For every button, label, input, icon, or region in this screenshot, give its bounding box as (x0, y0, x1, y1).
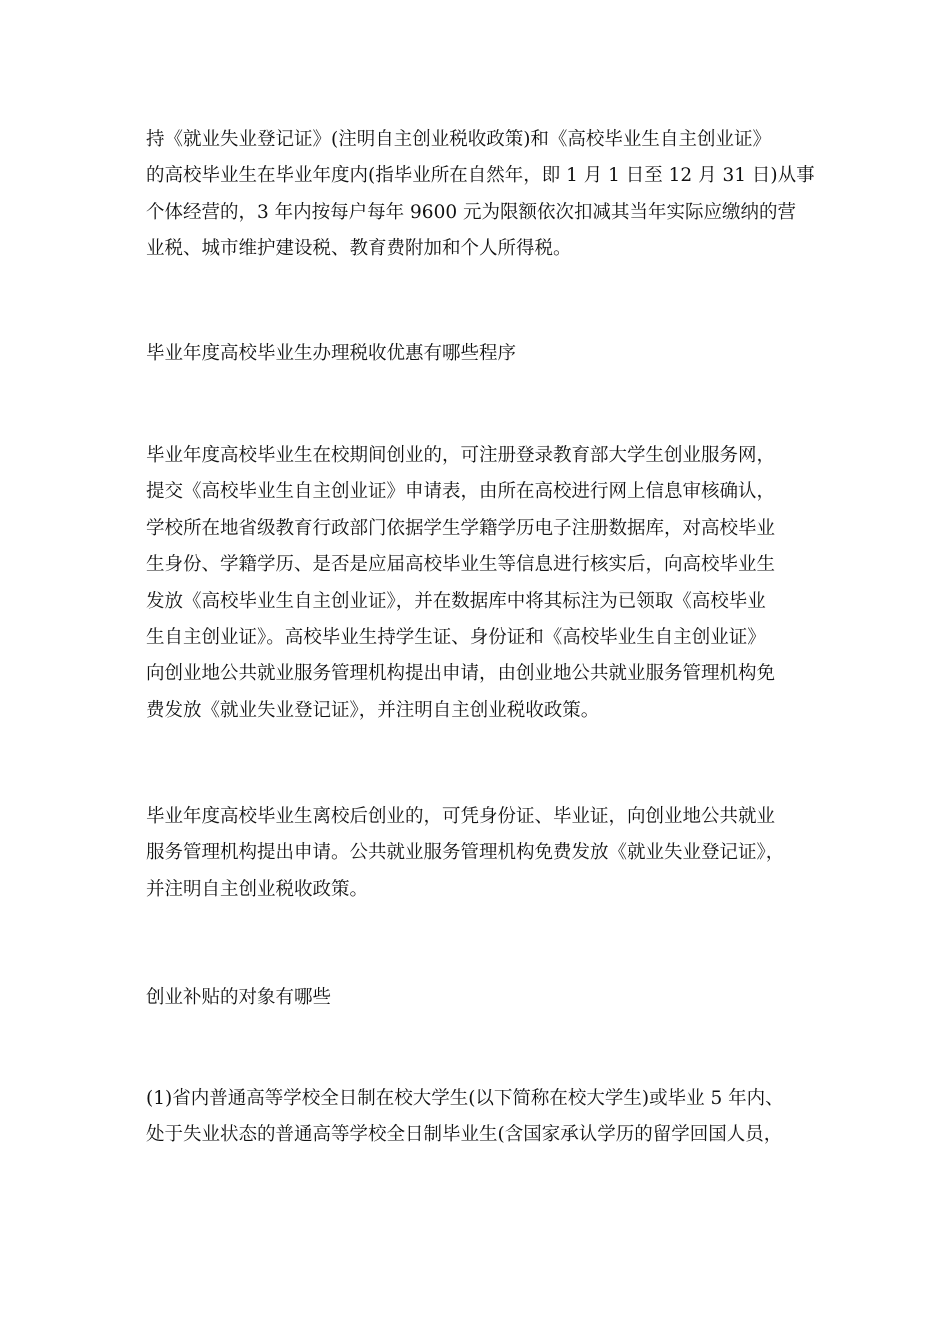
section-heading-subsidy-targets: 创业补贴的对象有哪些 (146, 987, 332, 1008)
paragraph-line: 处于失业状态的普通高等学校全日制毕业生(含国家承认学历的留学回国人员， (146, 1124, 783, 1146)
section-heading-procedures: 毕业年度高校毕业生办理税收优惠有哪些程序 (146, 343, 517, 364)
paragraph-after-graduation-startup (146, 799, 810, 908)
paragraph-line: 生身份、学籍学历、是否是应届高校毕业生等信息进行核实后，向高校毕业生 (146, 554, 776, 576)
paragraph-line: 费发放《就业失业登记证》，并注明自主创业税收政策。 (146, 699, 600, 721)
paragraph-subsidy-item-1 (146, 1081, 810, 1154)
paragraph-line: 发放《高校毕业生自主创业证》，并在数据库中将其标注为已领取《高校毕业 (146, 590, 766, 612)
paragraph-tax-reduction (146, 122, 815, 268)
paragraph-line: 提交《高校毕业生自主创业证》申请表，由所在高校进行网上信息审核确认， (146, 481, 776, 503)
paragraph-line: 毕业年度高校毕业生在校期间创业的，可注册登录教育部大学生创业服务网， (146, 445, 776, 466)
paragraph-line: 服务管理机构提出申请。公共就业服务管理机构免费发放《就业失业登记证》， (146, 842, 785, 864)
paragraph-line: 毕业年度高校毕业生离校后创业的，可凭身份证、毕业证，向创业地公共就业 (146, 806, 776, 827)
paragraph-line: 个体经营的，3 年内按每户每年 9600 元为限额依次扣减其当年实际应缴纳的营 (146, 201, 796, 223)
paragraph-line: 向创业地公共就业服务管理机构提出申请，由创业地公共就业服务管理机构免 (146, 663, 776, 685)
paragraph-line: 生自主创业证》。高校毕业生持学生证、身份证和《高校毕业生自主创业证》 (146, 626, 766, 648)
paragraph-line: 的高校毕业生在毕业年度内(指毕业所在自然年，即 1 月 1 日至 12 月 31 日)从事 (146, 165, 815, 187)
paragraph-line: 并注明自主创业税收政策。 (146, 878, 369, 900)
paragraph-line: 持《就业失业登记证》(注明自主创业税收政策)和《高校毕业生自主创业证》 (146, 129, 771, 150)
paragraph-line: 学校所在地省级教育行政部门依据学生学籍学历电子注册数据库，对高校毕业 (146, 517, 776, 539)
paragraph-line: (1)省内普通高等学校全日制在校大学生(以下简称在校大学生)或毕业 5 年内、 (146, 1088, 784, 1109)
paragraph-line: 业税、城市维护建设税、教育费附加和个人所得税。 (146, 238, 572, 260)
paragraph-in-school-startup (146, 438, 810, 729)
